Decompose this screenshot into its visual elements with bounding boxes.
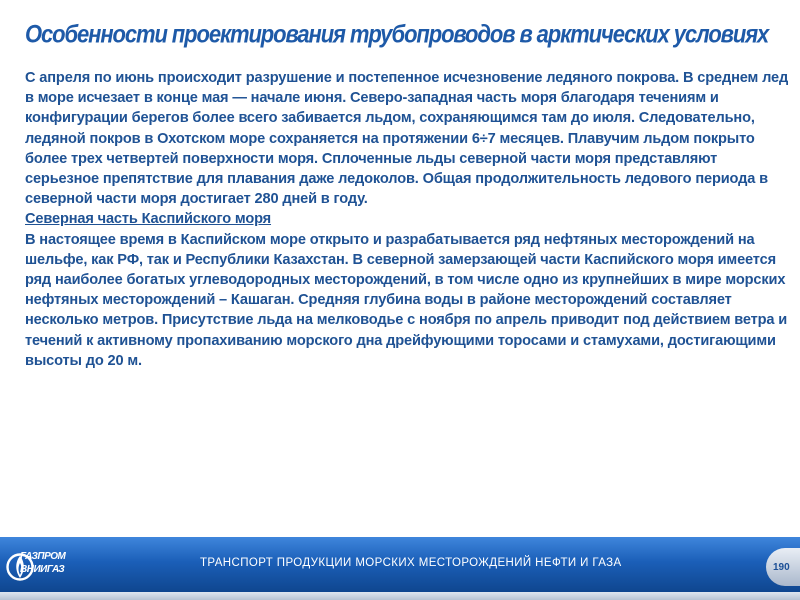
logo-line-gazprom: ГАЗПРОМ (20, 551, 66, 562)
paragraph-okhotsk-ice: С апреля по июнь происходит разрушение и постепенное исчезновение ледяного покрова. В среднем лед в море исчезает в конце мая — начале июня. Северо-западная часть моря благодаря течениям и конфигурации берегов более всего забивается льдом, сохраняющимся там до июля. Следовательно, ледяной покров в Охотском море сохраняется на протяжении 6÷7 месяцев. Плавучим льдом покрыто более трех четвертей поверхности моря. Сплоченные льды северной части моря представляют серьезное препятствие для плавания даже ледоколов. Общая продолжительность ледового периода в северной части моря достигает 280 дней в году. (25, 70, 789, 208)
slide-body (25, 68, 793, 371)
slide-title: Особенности проектирования трубопроводов в арктических условиях (25, 20, 769, 48)
page-number: 190 (773, 562, 790, 573)
footer-bottom-strip (0, 592, 800, 600)
subheading-caspian-north: Северная часть Каспийского моря (25, 211, 272, 228)
paragraph-caspian-fields: В настоящее время в Каспийском море открыто и разрабатывается ряд нефтяных месторождений на шельфе, как РФ, так и Республики Казахстан. В северной замерзающей части Каспийского моря имеется ряд наиболее богатых углеводородных месторождений, в том числе одно из крупнейших в мире морских нефтяных месторождений – Кашаган. Средняя глубина воды в районе месторождений составляет несколько метров. Присутствие льда на мелководье с ноября по апрель приводит под действием ветра и течений к активному пропахиванию морского дна дрейфующими торосами и стамухами, достигающими высоты до 20 м. (25, 231, 788, 369)
logo-line-vniigaz: ВНИИГАЗ (20, 564, 65, 575)
logo-wordmark (20, 550, 66, 576)
footer-caption: ТРАНСПОРТ ПРОДУКЦИИ МОРСКИХ МЕСТОРОЖДЕНИЙ НЕФТИ И ГАЗА (200, 557, 622, 569)
